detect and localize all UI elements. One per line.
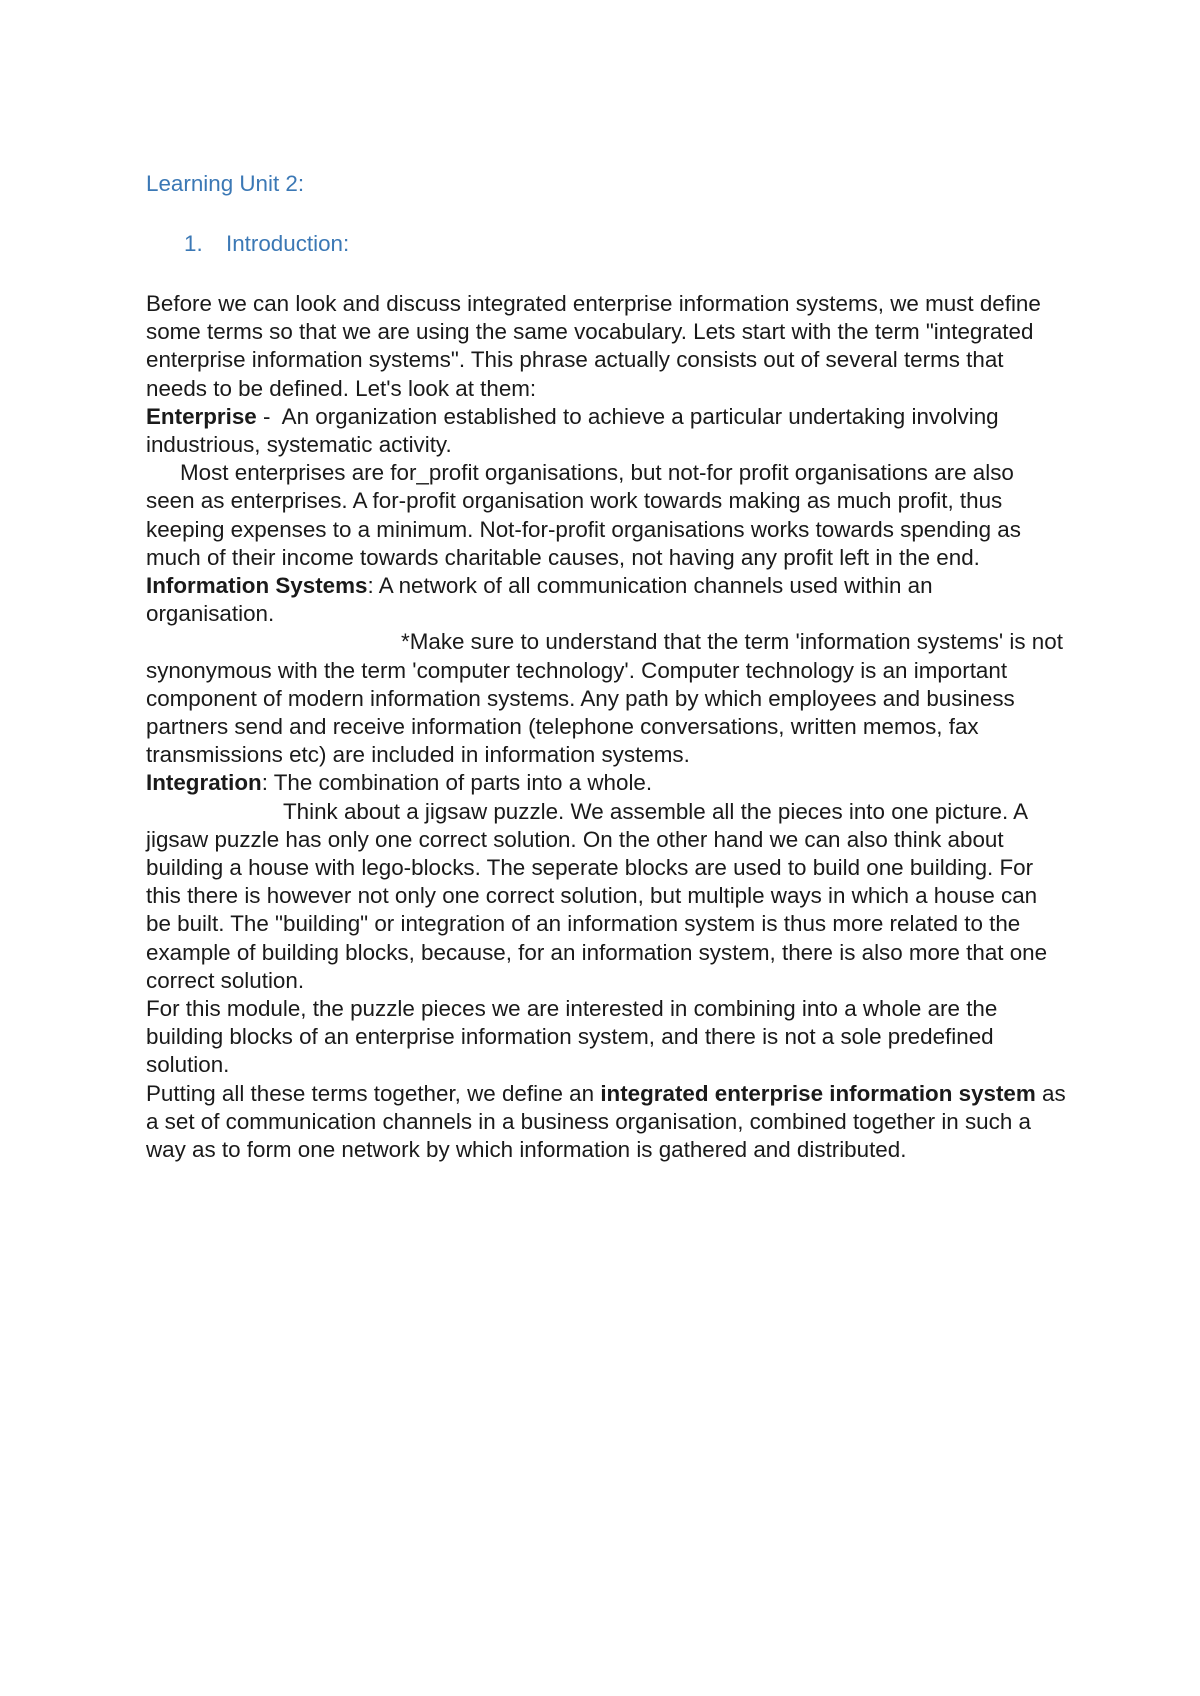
conclusion-paragraph bbox=[146, 1080, 1066, 1165]
intro-paragraph: Before we can look and discuss integrated enterprise information systems, we must define some terms so that we are using the same vocabulary. Lets start with the term "integrated enterprise information systems". This phrase actually consists out of several terms that needs to be defined. Let's look at them: bbox=[146, 291, 1041, 401]
enterprise-definition bbox=[146, 403, 1066, 459]
integration-term: Integration bbox=[146, 770, 262, 796]
section-number: 1. bbox=[184, 231, 203, 256]
information-systems-separator: : bbox=[367, 573, 379, 599]
spacer bbox=[146, 258, 1066, 290]
enterprise-separator: - bbox=[256, 403, 282, 429]
integration-definition-text: The combination of parts into a whole. bbox=[273, 770, 653, 796]
integration-definition bbox=[146, 769, 1066, 797]
information-systems-term: Information Systems bbox=[146, 573, 368, 599]
unit-title: Learning Unit 2: bbox=[146, 171, 305, 196]
integration-note: Think about a jigsaw puzzle. We assemble all the pieces into one picture. A jigsaw puzzle has only one correct solution. On the other hand we can also think about building a house with lego-blocks. The seperate blocks are used to build one building. For this there is however not only one correct solution, but multiple ways in which a house can be built. The "building" or integration of an information system is thus more related to the example of building blocks, because, for an information system, there is also more that one correct solution. bbox=[146, 798, 1048, 993]
section-heading bbox=[184, 230, 1066, 258]
section-title: Introduction: bbox=[226, 231, 350, 256]
integration-separator: : bbox=[261, 770, 274, 796]
enterprise-term: Enterprise bbox=[146, 403, 257, 429]
conclusion-lead: Putting all these terms together, we define an bbox=[146, 1080, 601, 1106]
enterprise-definition-text: An organization established to achieve a particular undertaking involving industrious, systematic activity. bbox=[146, 403, 999, 458]
document-body bbox=[146, 170, 1066, 1164]
information-systems-note: *Make sure to understand that the term 'information systems' is not synonymous with the term 'computer technology'. Computer technology is an important component of modern information systems. Any path by which employees and business partners send and receive information (telephone conversations, written memos, fax transmissions etc) are included in information systems. bbox=[146, 629, 1063, 768]
enterprise-note: Most enterprises are for_profit organisations, but not-for profit organisations are also seen as enterprises. A for-profit organisation work towards making as much profit, thus keeping expenses to a minimum. Not-for-profit organisations works towards spending as much of their income towards charitable causes, not having any profit left in the end. bbox=[146, 460, 1021, 570]
information-systems-definition bbox=[146, 572, 1066, 628]
conclusion-rest: as a set of communication channels in a business organisation, combined together in such a way as to form one network by which information is gathered and distributed. bbox=[146, 1080, 1066, 1163]
module-paragraph: For this module, the puzzle pieces we are interested in combining into a whole are the building blocks of an enterprise information system, and there is not a sole predefined solution. bbox=[146, 996, 998, 1078]
conclusion-bold-term: integrated enterprise information system bbox=[600, 1080, 1036, 1106]
information-systems-definition-text: A network of all communication channels used within an organisation. bbox=[146, 573, 933, 627]
